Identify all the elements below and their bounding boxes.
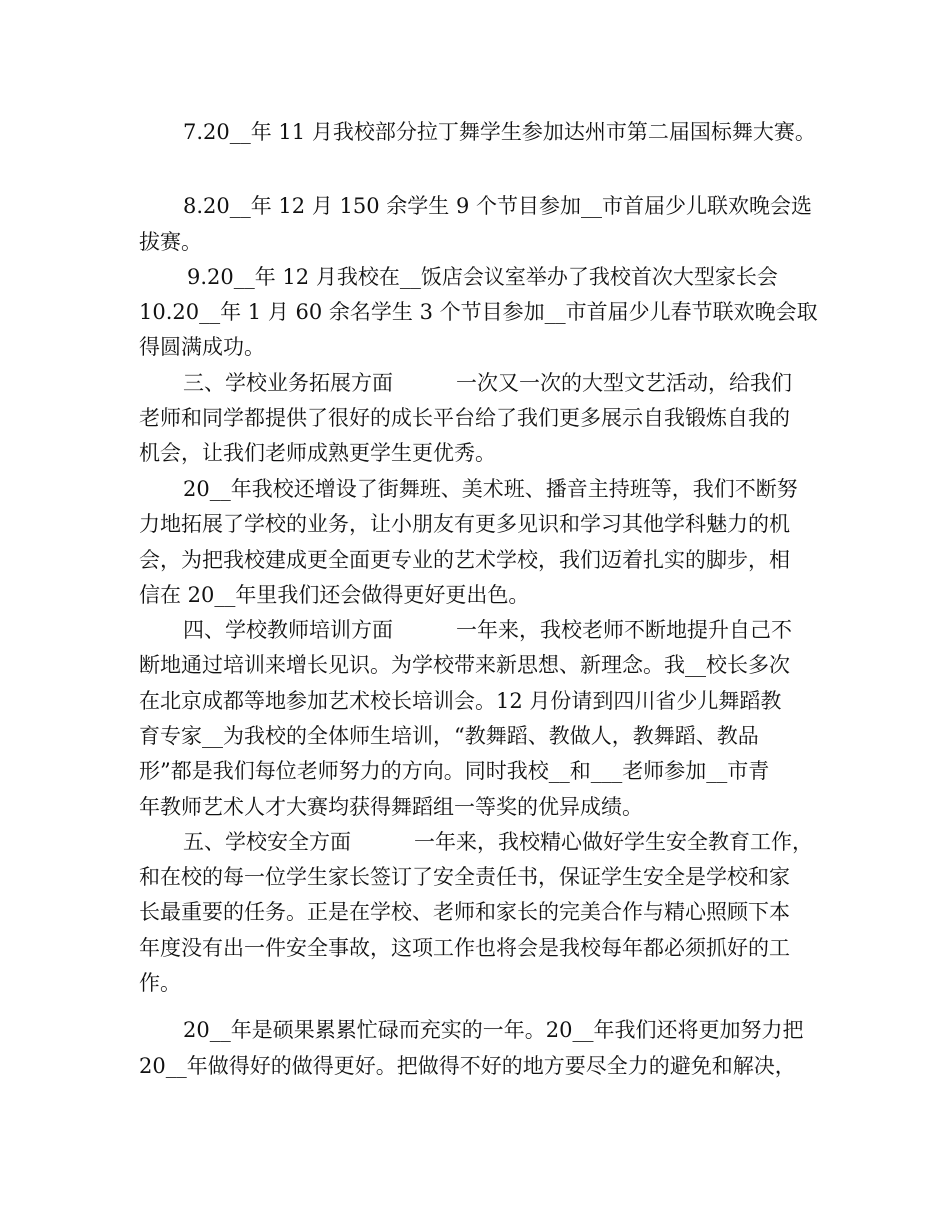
paragraph-line: 年教师艺术人才大赛均获得舞蹈组一等奖的优异成绩。: [139, 795, 643, 819]
paragraph-line: 力地拓展了学校的业务，让小朋友有更多见识和学习其他学科魅力的机: [139, 512, 790, 536]
paragraph-line: 7.20__年 11 月我校部分拉丁舞学生参加达州市第二届国标舞大赛。: [183, 120, 816, 144]
paragraph-line: 断地通过培训来增长见识。为学校带来新思想、新理念。我__校长多次: [139, 653, 790, 677]
paragraph-line: 拔赛。: [139, 230, 202, 254]
paragraph-line: 得圆满成功。: [139, 335, 265, 359]
paragraph-line: 信在 20__年里我们还会做得更好更出色。: [139, 583, 530, 607]
paragraph-line: 会，为把我校建成更全面更专业的艺术学校，我们迈着扎实的脚步，相: [139, 548, 790, 572]
paragraph-line: 20__年我校还增设了街舞班、美术班、播音主持班等，我们不断努: [183, 477, 798, 501]
paragraph-line: 机会，让我们老师成熟更学生更优秀。: [139, 441, 496, 465]
section-heading-line: 三、学校业务拓展方面 一次又一次的大型文艺活动，给我们: [183, 371, 792, 395]
paragraph-line: 20__年是硕果累累忙碌而充实的一年。20__年我们还将更加努力把: [183, 1018, 804, 1042]
section-heading-line: 五、学校安全方面 一年来，我校精心做好学生安全教育工作，: [183, 830, 813, 854]
paragraph-line: 在北京成都等地参加艺术校长培训会。12 月份请到四川省少儿舞蹈教: [139, 689, 782, 713]
paragraph-line: 作。: [139, 971, 181, 995]
paragraph-line: 形”都是我们每位老师努力的方向。同时我校__和___老师参加__市青: [139, 759, 770, 783]
paragraph-line: 长最重要的任务。正是在学校、老师和家长的完美合作与精心照顾下本: [139, 900, 790, 924]
paragraph-line: 20__年做得好的做得更好。把做得不好的地方要尽全力的避免和解决，: [139, 1054, 796, 1078]
paragraph-line: 育专家__为我校的全体师生培训，“教舞蹈、教做人，教舞蹈、教品: [139, 724, 759, 748]
paragraph-line: 8.20__年 12 月 150 余学生 9 个节目参加__市首届少儿联欢晚会选: [183, 194, 812, 218]
paragraph-line: 年度没有出一件安全事故，这项工作也将会是我校每年都必须抓好的工: [139, 936, 790, 960]
paragraph-line: 9.20__年 12 月我校在__饭店会议室举办了我校首次大型家长会: [187, 265, 778, 289]
paragraph-line: 10.20__年 1 月 60 余名学生 3 个节目参加__市首届少儿春节联欢晚会取: [139, 300, 818, 324]
paragraph-line: 老师和同学都提供了很好的成长平台给了我们更多展示自我锻炼自我的: [139, 406, 790, 430]
section-heading-line: 四、学校教师培训方面 一年来，我校老师不断地提升自己不: [183, 618, 792, 642]
paragraph-line: 和在校的每一位学生家长签订了安全责任书，保证学生安全是学校和家: [139, 865, 790, 889]
